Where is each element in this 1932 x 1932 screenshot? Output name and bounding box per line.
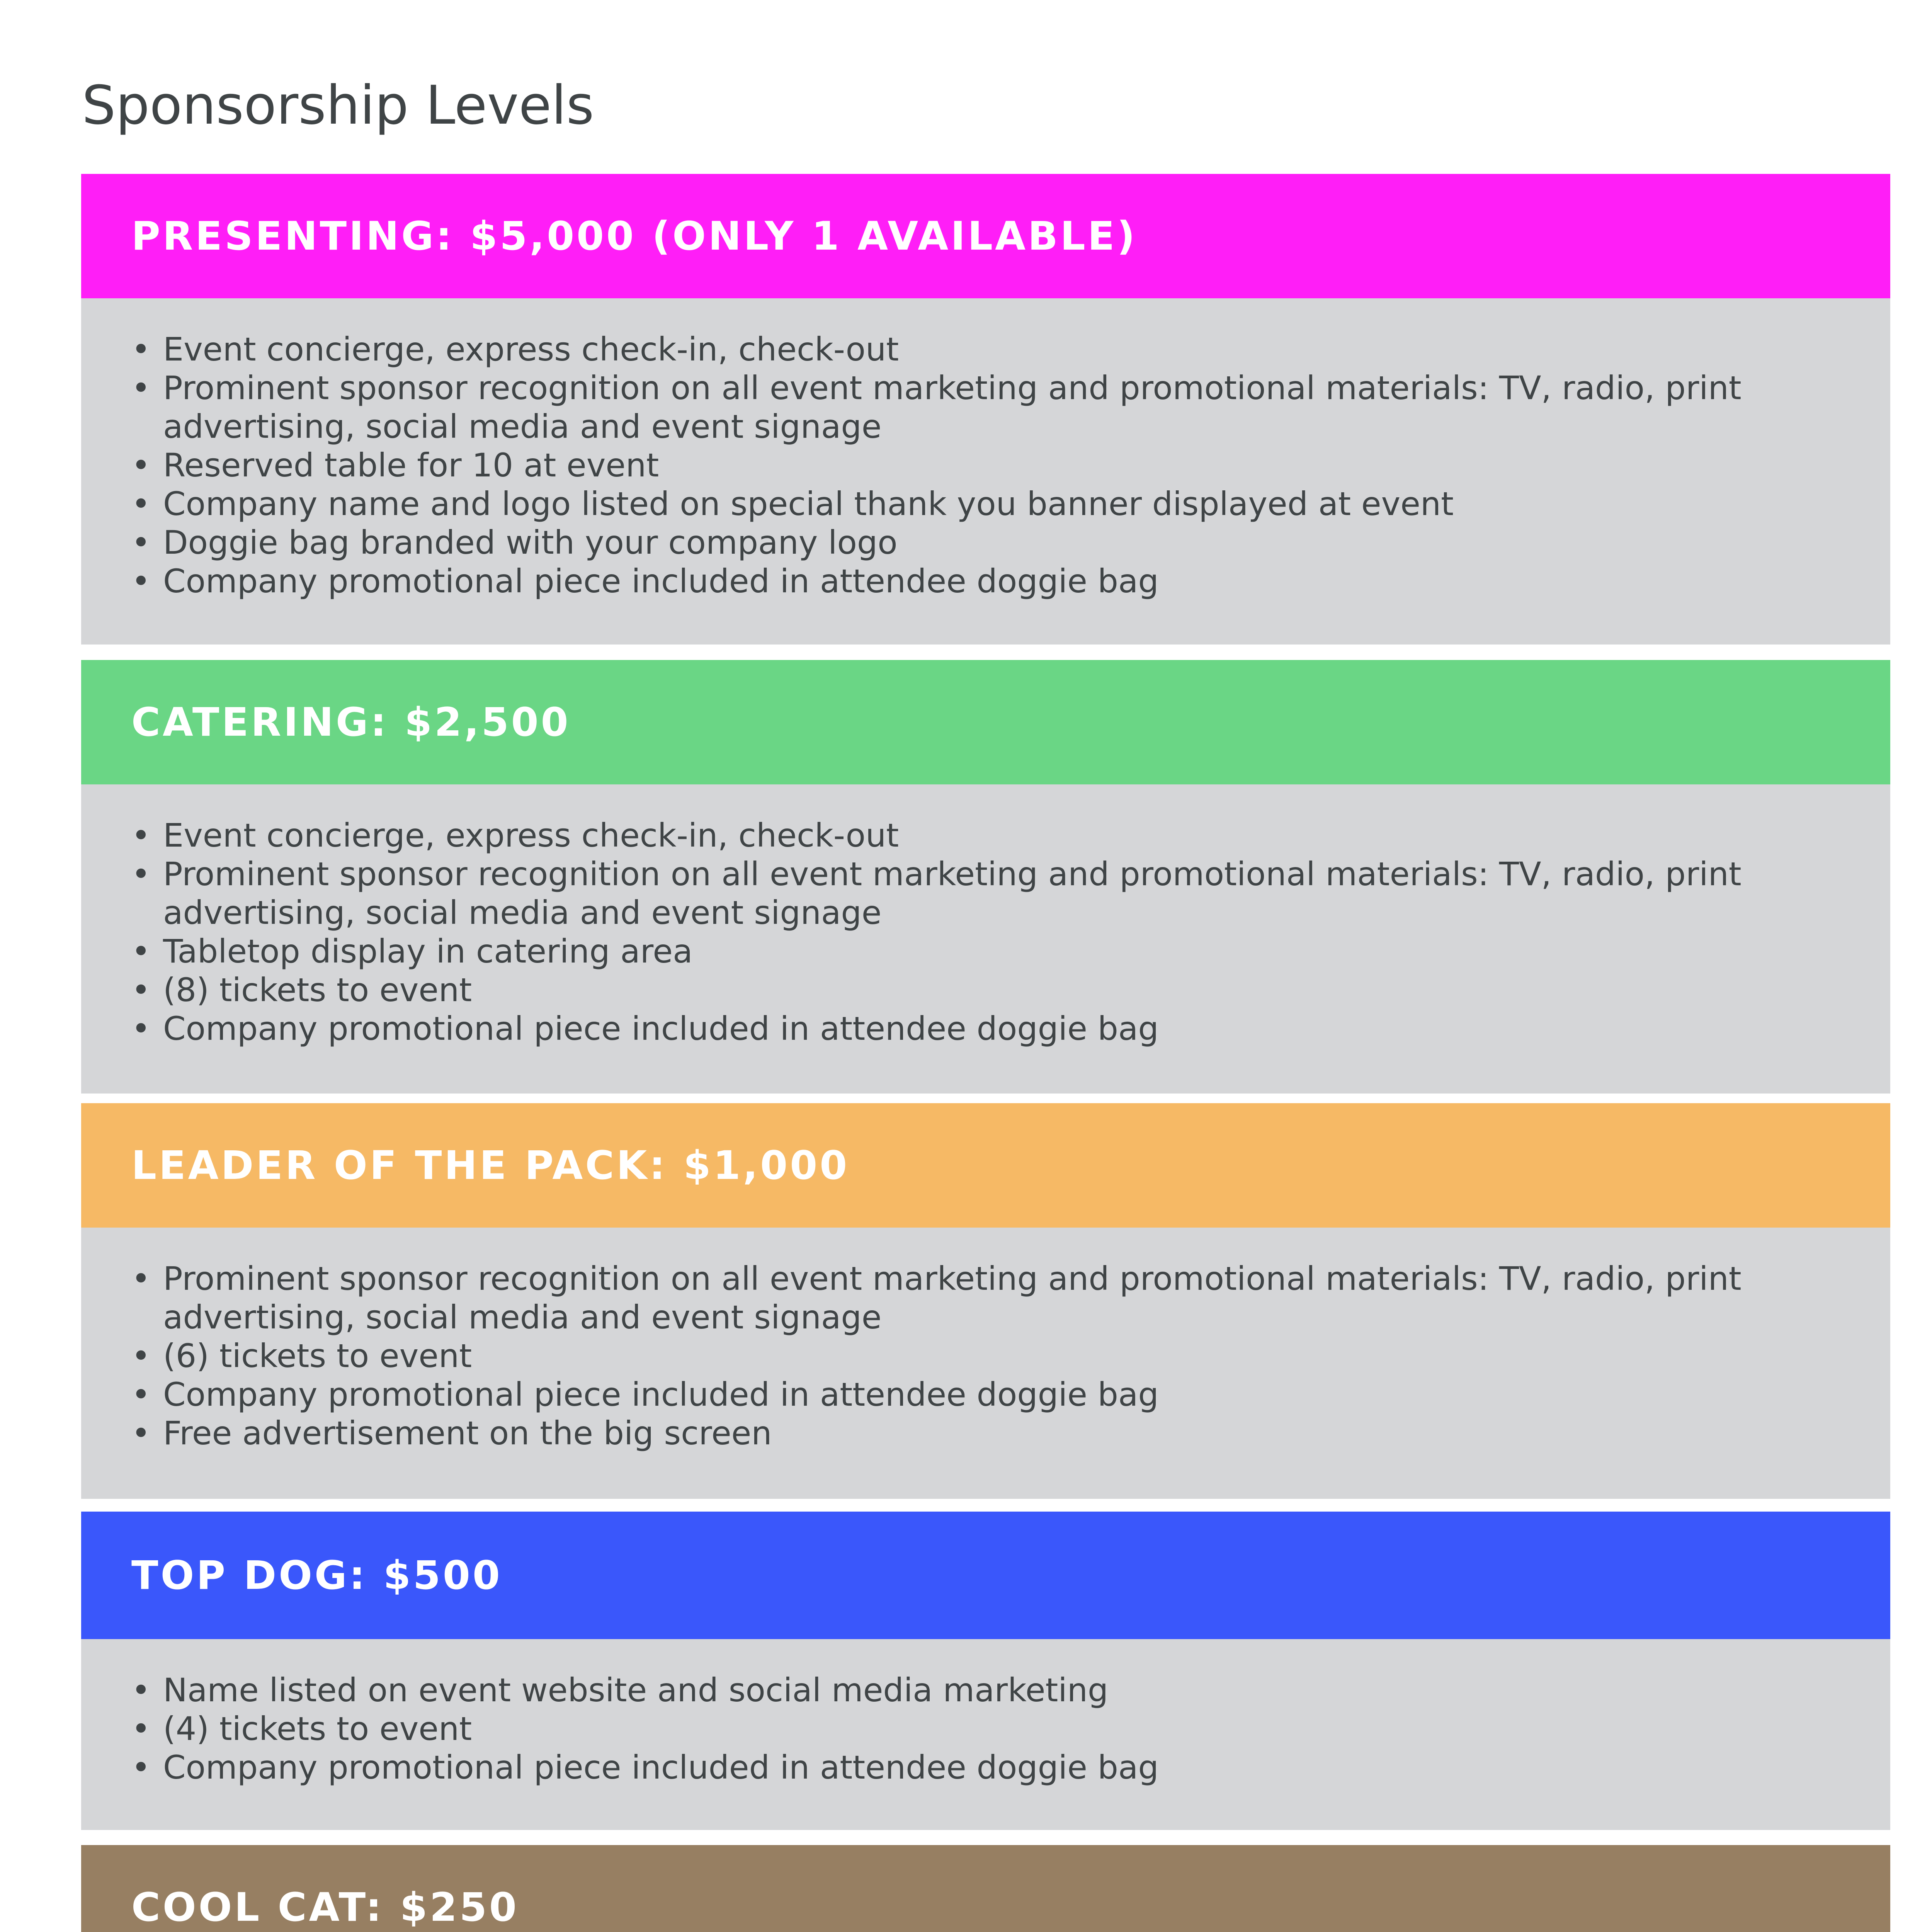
- benefit-item: • Company name and logo listed on special thank you banner displayed at event: [131, 485, 1454, 523]
- bullet-icon: •: [131, 562, 151, 600]
- benefit-item: • Company promotional piece included in attendee doggie bag: [131, 1010, 1159, 1048]
- benefit-item: • Company promotional piece included in attendee doggie bag: [131, 562, 1159, 600]
- tier-body: [81, 1228, 1890, 1499]
- tier-header: [81, 660, 1890, 784]
- benefit-list: [131, 816, 1844, 1048]
- tier-body: [81, 1639, 1890, 1830]
- bullet-icon: •: [131, 816, 151, 854]
- benefit-item: • Company promotional piece included in attendee doggie bag: [131, 1376, 1159, 1413]
- benefit-item: • Doggie bag branded with your company logo: [131, 524, 898, 561]
- tier-body: [81, 784, 1890, 1094]
- bullet-icon: •: [131, 1260, 151, 1298]
- bullet-icon: •: [131, 1748, 151, 1786]
- tier-header: [81, 1512, 1890, 1639]
- bullet-icon: •: [131, 1671, 151, 1709]
- benefit-item: • (4) tickets to event: [131, 1710, 472, 1748]
- bullet-icon: •: [131, 1710, 151, 1748]
- bullet-icon: •: [131, 932, 151, 970]
- tier-header: [81, 174, 1890, 298]
- benefit-item: • Prominent sponsor recognition on all event marketing and promotional materials: TV, radio, print advertising, social media and event signage: [131, 369, 1742, 446]
- bullet-icon: •: [131, 446, 151, 484]
- benefit-item: • Prominent sponsor recognition on all event marketing and promotional materials: TV, radio, print advertising, social media and event signage: [131, 855, 1742, 932]
- tier-header: [81, 1103, 1890, 1228]
- tier-cool-cat: [81, 1845, 1890, 1932]
- tier-leader-of-the-pack: [81, 1103, 1890, 1499]
- benefit-item: • Name listed on event website and social media marketing: [131, 1671, 1109, 1709]
- benefit-item: • Prominent sponsor recognition on all event marketing and promotional materials: TV, radio, print advertising, social media and event signage: [131, 1260, 1742, 1336]
- benefit-item: • Free advertisement on the big screen: [131, 1414, 772, 1452]
- tier-title: COOL CAT: $250: [131, 1884, 519, 1930]
- benefit-list: [131, 330, 1844, 600]
- bullet-icon: •: [131, 369, 151, 407]
- bullet-icon: •: [131, 485, 151, 523]
- benefit-list: [131, 1259, 1844, 1452]
- benefit-item: • Tabletop display in catering area: [131, 932, 693, 970]
- bullet-icon: •: [131, 1010, 151, 1048]
- bullet-icon: •: [131, 971, 151, 1009]
- tier-body: [81, 298, 1890, 645]
- tier-catering: [81, 660, 1890, 1094]
- benefit-item: • Reserved table for 10 at event: [131, 446, 659, 484]
- benefit-item: • Company promotional piece included in attendee doggie bag: [131, 1748, 1159, 1786]
- tier-top-dog: [81, 1512, 1890, 1830]
- tier-title: TOP DOG: $500: [131, 1552, 502, 1599]
- tier-title: PRESENTING: $5,000 (ONLY 1 AVAILABLE): [131, 213, 1138, 259]
- page-title: Sponsorship Levels: [82, 74, 594, 136]
- benefit-item: • (6) tickets to event: [131, 1337, 472, 1375]
- benefit-item: • Event concierge, express check-in, check-out: [131, 330, 899, 368]
- benefit-item: • Event concierge, express check-in, check-out: [131, 816, 899, 854]
- bullet-icon: •: [131, 1376, 151, 1413]
- bullet-icon: •: [131, 1337, 151, 1375]
- benefit-list: [131, 1671, 1844, 1787]
- tier-presenting: [81, 174, 1890, 645]
- tier-title: LEADER OF THE PACK: $1,000: [131, 1142, 850, 1189]
- bullet-icon: •: [131, 330, 151, 368]
- tier-title: CATERING: $2,500: [131, 699, 571, 745]
- bullet-icon: •: [131, 855, 151, 893]
- bullet-icon: •: [131, 1414, 151, 1452]
- benefit-item: • (8) tickets to event: [131, 971, 472, 1009]
- tier-header: [81, 1845, 1890, 1932]
- bullet-icon: •: [131, 524, 151, 561]
